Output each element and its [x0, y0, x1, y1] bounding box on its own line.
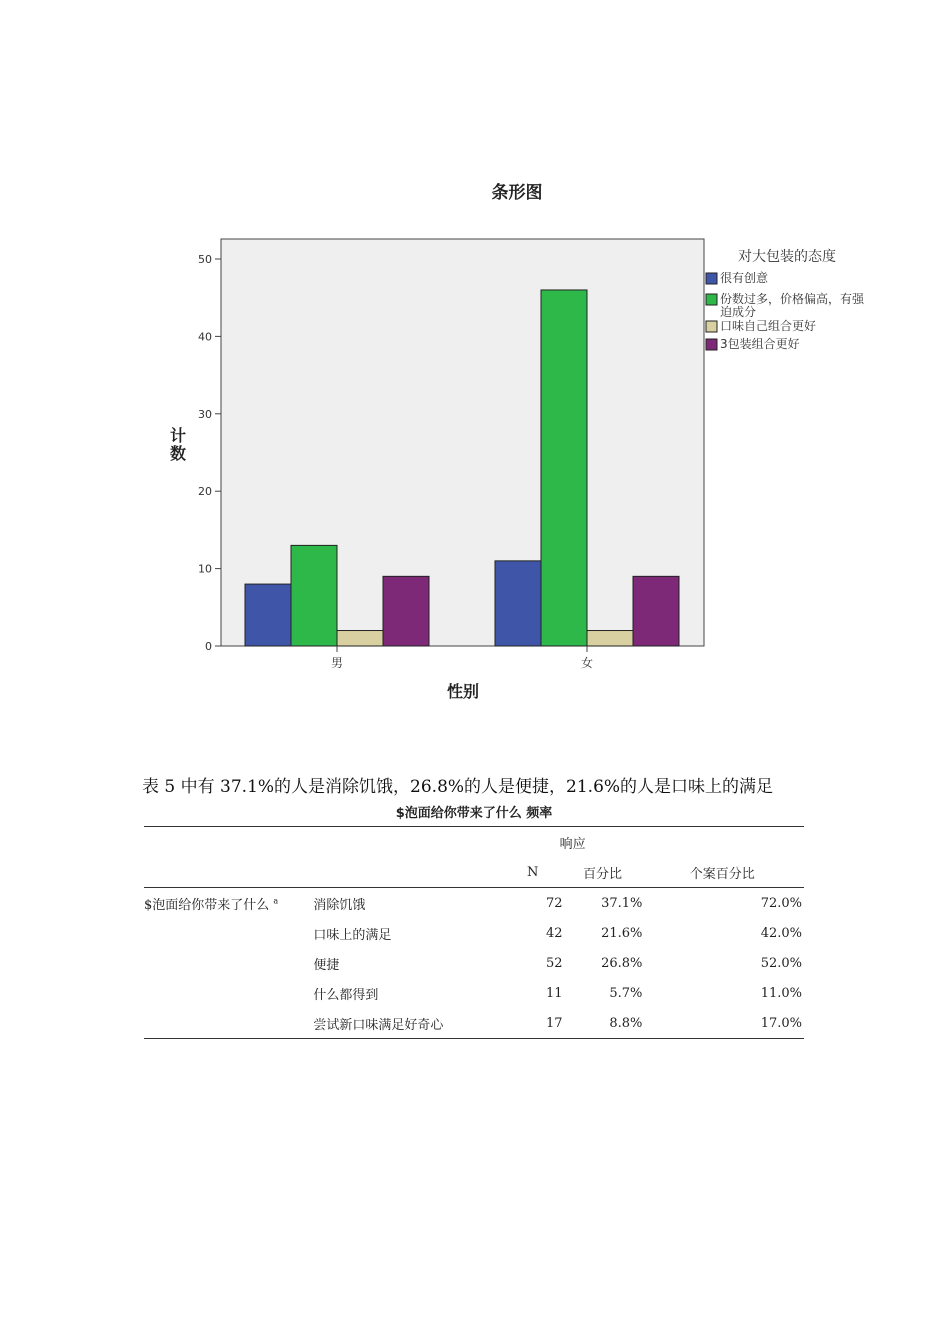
- summary-paragraph: 表 5 中有 37.1%的人是消除饥饿，26.8%的人是便捷，21.6%的人是口味上的满足: [142, 777, 774, 797]
- table-row: [144, 978, 804, 1008]
- row-group-label: $泡面给你带来了什么: [144, 897, 270, 913]
- legend-label: 份数过多，价格偏高，有强: [720, 292, 865, 306]
- legend-title: 对大包装的态度: [738, 249, 836, 265]
- table-row: [144, 948, 804, 978]
- group-header: 响应: [503, 827, 643, 858]
- row-label: 什么都得到: [313, 987, 379, 1003]
- row-label: 便捷: [313, 957, 340, 973]
- cell-percent: 21.6%: [601, 925, 643, 941]
- bar: [245, 584, 291, 646]
- table-row: [144, 888, 804, 919]
- legend-swatch: [706, 321, 717, 332]
- cell-percent: 37.1%: [563, 888, 643, 919]
- bar: [291, 545, 337, 646]
- bar: [495, 561, 541, 646]
- legend-swatch: [706, 339, 717, 350]
- y-axis-label: 数: [169, 444, 187, 463]
- y-axis-label: 计: [169, 426, 187, 445]
- bar: [337, 631, 383, 646]
- cell-case-percent: 72.0%: [642, 888, 804, 919]
- cell-case-percent: 11.0%: [760, 985, 802, 1001]
- row-label: 尝试新口味满足好奇心: [313, 1008, 502, 1039]
- y-tick-label: 30: [198, 407, 212, 421]
- bar: [383, 576, 429, 646]
- legend-label: 3包装组合更好: [720, 337, 800, 351]
- header-n: N: [526, 864, 539, 880]
- y-tick-label: 0: [205, 640, 212, 653]
- y-tick-label: 20: [198, 485, 212, 499]
- legend-swatch: [706, 294, 717, 305]
- cell-case-percent: 42.0%: [760, 925, 802, 941]
- legend-swatch: [706, 273, 717, 284]
- footnote-marker: a: [273, 896, 279, 906]
- chart-title: 条形图: [491, 183, 543, 203]
- y-tick-label: 10: [198, 562, 212, 576]
- bar: [587, 631, 633, 646]
- table-row: [144, 1008, 804, 1039]
- header-percent: 百分比: [582, 866, 622, 882]
- legend-label: 迫成分: [720, 305, 757, 319]
- cell-n: 11: [546, 985, 563, 1001]
- cell-n: 52: [546, 955, 563, 971]
- legend-label: 很有创意: [720, 271, 769, 285]
- bar: [541, 290, 587, 646]
- frequency-table: [144, 826, 804, 1039]
- cell-n: 72: [503, 888, 563, 919]
- x-axis-label: 性别: [446, 682, 480, 701]
- cell-n: 17: [503, 1008, 563, 1039]
- row-label: 消除饥饿: [313, 888, 502, 919]
- y-tick-label: 40: [198, 330, 212, 344]
- table-title: $泡面给你带来了什么 频率: [395, 806, 553, 821]
- cell-n: 42: [546, 925, 563, 941]
- cell-percent: 8.8%: [563, 1008, 643, 1039]
- x-tick-label: 女: [580, 656, 594, 670]
- row-label: 口味上的满足: [313, 927, 392, 943]
- bar: [633, 576, 679, 646]
- table-row: [144, 918, 804, 948]
- x-tick-label: 男: [330, 656, 344, 670]
- cell-case-percent: 52.0%: [760, 955, 802, 971]
- legend-label: 口味自己组合更好: [720, 319, 817, 333]
- y-tick-label: 50: [198, 253, 212, 266]
- cell-case-percent: 17.0%: [642, 1008, 804, 1039]
- cell-percent: 5.7%: [609, 985, 643, 1001]
- header-case-percent: 个案百分比: [689, 866, 755, 882]
- cell-percent: 26.8%: [601, 955, 643, 971]
